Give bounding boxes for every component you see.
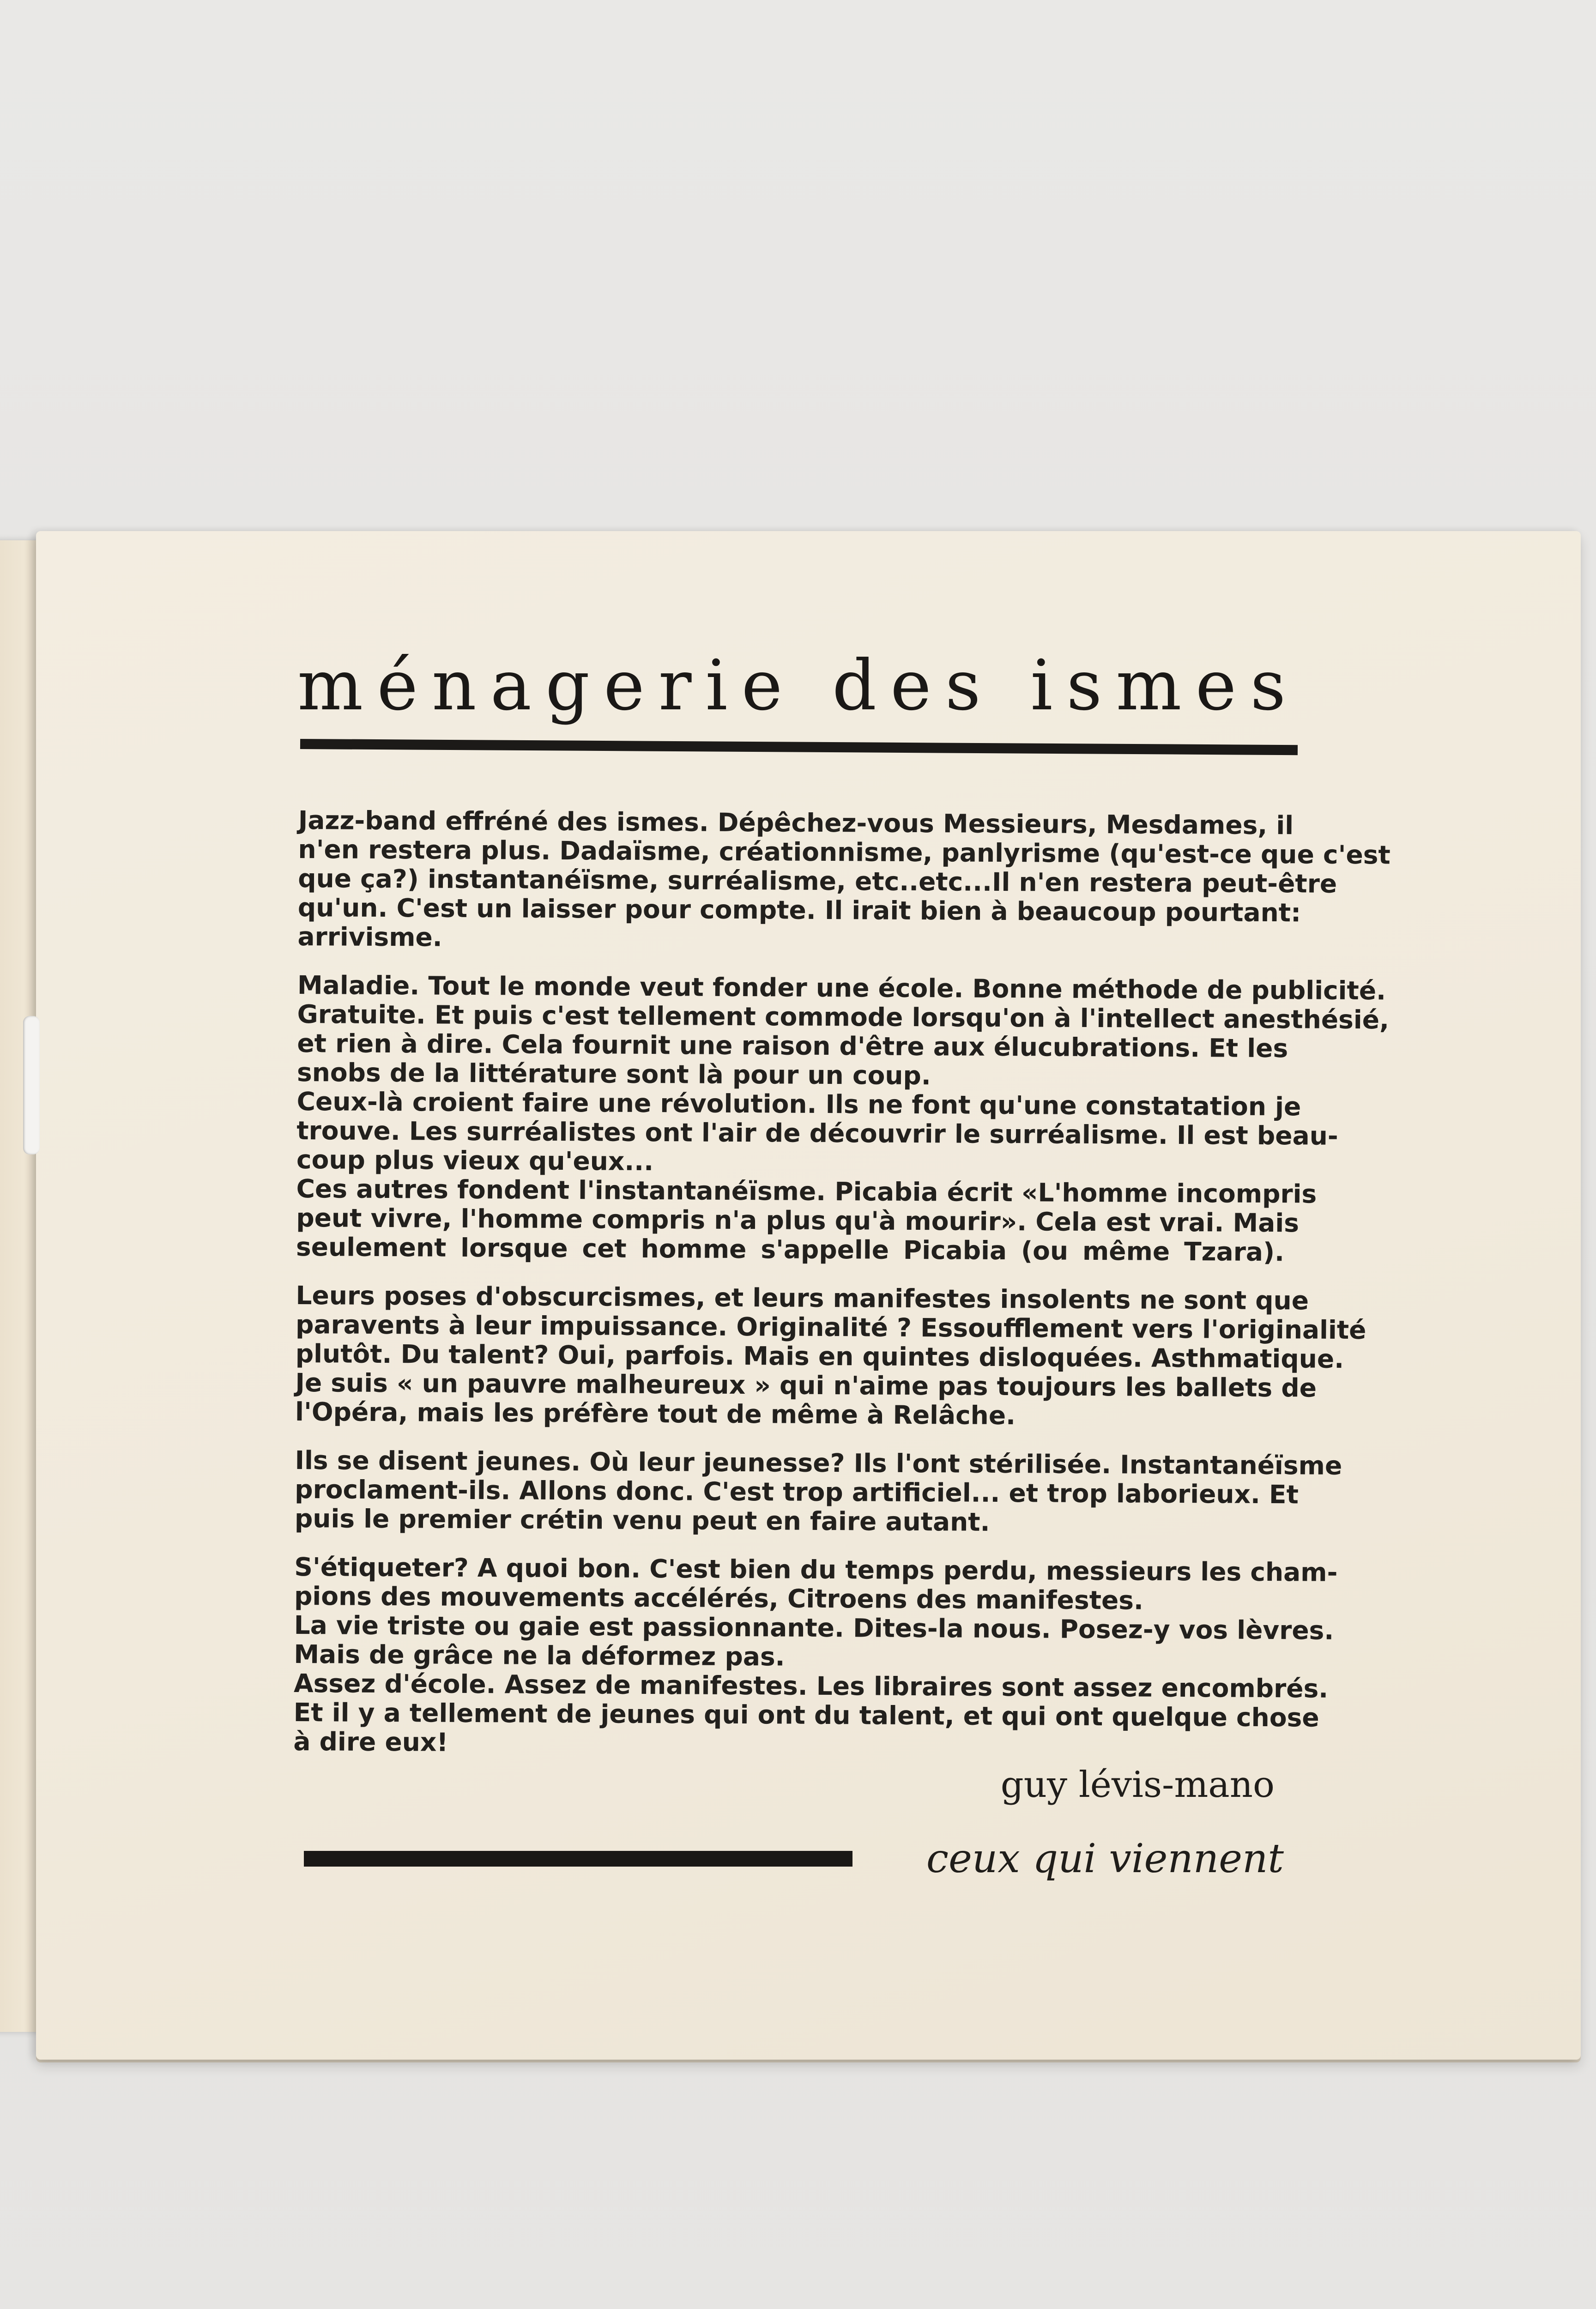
paragraph-3 [295,1280,1366,1432]
binding-notch [23,1016,40,1154]
text-line: et rien à dire. Cela fournit une raison d'être aux élucubrations. Et les [297,1028,1288,1064]
text-line: Maladie. Tout le monde veut fonder une école. Bonne méthode de publicité. [297,970,1386,1006]
text-line: trouve. Les surréalistes ont l'air de découvrir le surréalisme. Il est beau- [296,1115,1338,1151]
text-line: puis le premier crétin venu peut en faire autant. [294,1503,990,1537]
text-line: Mais de grâce ne la déformez pas. [294,1639,785,1672]
author-signature: guy lévis-mano [1000,1764,1275,1806]
text-line: seulement lorsque cet homme s'appelle Picabia (ou même Tzara). [296,1232,1285,1267]
text-line: S'étiqueter? A quoi bon. C'est bien du temps perdu, messieurs les cham- [294,1552,1338,1587]
text-line: Je suis « un pauvre malheureux » qui n'aime pas toujours les ballets de [295,1367,1317,1403]
text-line: Ils se disent jeunes. Où leur jeunesse? Ils l'ont stérilisée. Instantanéïsme [295,1445,1342,1481]
text-line: l'Opéra, mais les préfère tout de même à Relâche. [295,1396,1016,1431]
text-line: Assez d'école. Assez de manifestes. Les libraires sont assez encombrés. [293,1668,1329,1704]
paragraph-2 [296,970,1390,1267]
text-line: Et il y a tellement de jeunes qui ont du talent, et qui ont quelque chose [293,1697,1319,1733]
text-line: Gratuite. Et puis c'est tellement commode lorsqu'on à l'intellect anesthésié, [297,999,1390,1035]
text-line: n'en restera plus. Dadaïsme, créationnisme, panlyrisme (qu'est-ce que c'est [298,834,1390,870]
article-body [293,805,1390,1781]
text-line: plutôt. Du talent? Oui, parfois. Mais en quintes disloquées. Asthmatique. [295,1338,1344,1374]
footer-title: ceux qui viennent [926,1836,1284,1882]
paragraph-5 [293,1552,1338,1761]
text-line: Ceux-là croient faire une révolution. Ils ne font qu'une constatation je [296,1086,1301,1122]
text-line: La vie triste ou gaie est passionnante. Dites-la nous. Posez-y vos lèvres. [294,1610,1334,1645]
text-line: paravents à leur impuissance. Originalité ? Essoufflement vers l'originalité [295,1309,1366,1345]
text-line: que ça?) instantanéïsme, surréalisme, etc..etc...Il n'en restera peut-être [298,863,1337,899]
text-line: pions des mouvements accélérés, Citroens des manifestes. [294,1581,1144,1615]
text-line: qu'un. C'est un laisser pour compte. Il irait bien à beaucoup pourtant: [297,892,1301,928]
text-line: peut vivre, l'homme compris n'a plus qu'à mourir». Cela est vrai. Mais [296,1203,1300,1238]
page-heading: ménagerie des ismes [297,646,1300,726]
text-line: Jazz-band effréné des ismes. Dépêchez-vous Messieurs, Mesdames, il [298,805,1294,840]
text-line: proclament-ils. Allons donc. C'est trop artificiel... et trop laborieux. Et [295,1474,1299,1510]
paragraph-4 [294,1445,1342,1538]
text-line: arrivisme. [297,921,442,952]
footer-rule [304,1851,852,1867]
text-line: à dire eux! [293,1726,448,1757]
paragraph-1 [297,805,1390,956]
text-line: Leurs poses d'obscurcismes, et leurs manifestes insolents ne sont que [296,1280,1309,1316]
text-line: coup plus vieux qu'eux... [296,1144,654,1177]
text-line: snobs de la littérature sont là pour un coup. [296,1057,931,1091]
text-line: Ces autres fondent l'instantanéïsme. Picabia écrit «L'homme incompris [296,1173,1317,1209]
